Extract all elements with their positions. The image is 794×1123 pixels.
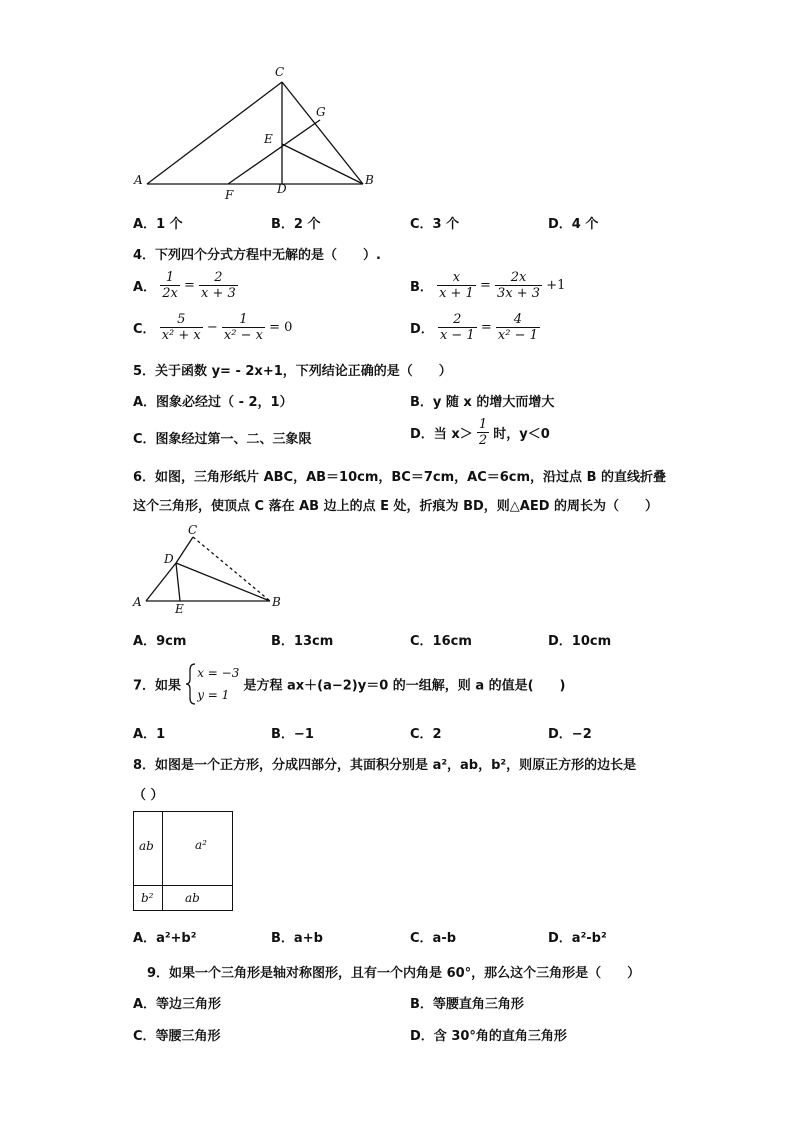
label-e: E [264, 132, 273, 146]
q5-option-b: B．y 随 x 的增大而增大 [410, 395, 555, 410]
q7-option-c: C．2 [410, 727, 442, 742]
segment-cb-dashed [193, 537, 270, 601]
figure-triangle-abc [130, 60, 380, 205]
cell-top-left: ab [139, 839, 154, 853]
q8-line-1: 8．如图是一个正方形，分成四部分，其面积分别是 a²，ab，b²，则原正方形的边长是 [133, 758, 637, 773]
q9-option-b: B．等腰直角三角形 [410, 997, 524, 1012]
q9-option-a: A．等边三角形 [133, 997, 222, 1012]
segment-dc [176, 537, 193, 563]
q4-option-d: D． $\frac{2}{x - 1}$ = $\frac{4}{\text{x² − 1}}$ [410, 312, 538, 343]
cell-bottom-right: ab [185, 891, 200, 905]
square-horizontal-divider [134, 885, 232, 886]
label-a: A [133, 595, 142, 609]
square-figure [133, 811, 233, 911]
segment-cb [282, 82, 363, 184]
segment-eb [282, 144, 363, 184]
q9-option-d: D．含 30°角的直角三角形 [410, 1029, 567, 1044]
segment-ad [146, 563, 176, 601]
equation-system: x = −3 y = 1 [185, 662, 239, 706]
q4-option-b: B． $\frac{x}{x + 1}$ = $\frac{2x}{3x + 3}$ +1 [410, 270, 566, 301]
q6-line-1: 6．如图，三角形纸片 ABC，AB＝10cm，BC＝7cm，AC＝6cm，沿过点 B 的直线折叠 [133, 470, 667, 485]
q8-option-b: B．a+b [271, 931, 323, 946]
q3-option-d: D．4 个 [548, 217, 599, 232]
q4-stem: 4．下列四个分式方程中无解的是（ ）. [133, 248, 381, 263]
segment-de [176, 563, 180, 601]
label-g: G [316, 105, 326, 119]
q8-option-a: A．a²+b² [133, 931, 197, 946]
segment-ac [147, 82, 282, 184]
q5-option-c: C．图象经过第一、二、三象限 [133, 432, 312, 447]
q5-option-a: A．图象必经过（ - 2，1） [133, 395, 293, 410]
q3-option-b: B．2 个 [271, 217, 321, 232]
label-c: C [188, 523, 198, 537]
q3-option-a: A．1 个 [133, 217, 183, 232]
q9-stem: 9．如果一个三角形是轴对称图形，且有一个内角是 60°，那么这个三角形是（ ） [147, 966, 641, 981]
q7-option-a: A．1 [133, 727, 166, 742]
label-a: A [134, 173, 143, 187]
segment-fg [228, 120, 320, 184]
q7-option-d: D．−2 [548, 727, 592, 742]
q5-option-d: D．当 x＞ $\frac{1}{2}$ 时，y＜0 [410, 417, 550, 448]
q6-option-a: A．9cm [133, 634, 187, 649]
q6-option-b: B．13cm [271, 634, 334, 649]
q8-option-d: D．a²-b² [548, 931, 607, 946]
q7-stem: 7．如果 x = −3 y = 1 是方程 ax＋(a−2)y＝0 的一组解，则 a 的值是( ) [133, 662, 566, 706]
square-vertical-divider [162, 812, 163, 910]
label-f: F [225, 188, 234, 202]
q3-option-c: C．3 个 [410, 217, 460, 232]
q8-line-2: （ ） [133, 788, 164, 803]
label-d: D [164, 552, 174, 566]
q8-option-c: C．a-b [410, 931, 457, 946]
cell-bottom-left: b² [141, 891, 154, 905]
label-d: D [277, 182, 287, 196]
label-b: B [365, 173, 374, 187]
cell-top-right: a² [195, 838, 207, 852]
q4-option-c: C． $\frac{5}{\text{x² + x}}$ − $\frac{1}{\text{x² − x}}$ = 0 [133, 312, 293, 343]
q6-line-2: 这个三角形，使顶点 C 落在 AB 边上的点 E 处，折痕为 BD，则△AED 的周长为（ ） [133, 499, 659, 514]
label-c: C [275, 65, 285, 79]
q9-option-c: C．等腰三角形 [133, 1029, 221, 1044]
q4-option-a: A． $\frac{1}{2x}$ = $\frac{2}{x + 3}$ [133, 270, 236, 301]
figure-fold-triangle [130, 520, 290, 615]
q6-option-d: D．10cm [548, 634, 612, 649]
label-b: B [272, 595, 281, 609]
segment-db-fold [176, 563, 270, 601]
q5-stem: 5．关于函数 y= - 2x+1，下列结论正确的是（ ） [133, 364, 452, 379]
label-e: E [175, 602, 184, 615]
q7-option-b: B．−1 [271, 727, 314, 742]
q6-option-c: C．16cm [410, 634, 472, 649]
